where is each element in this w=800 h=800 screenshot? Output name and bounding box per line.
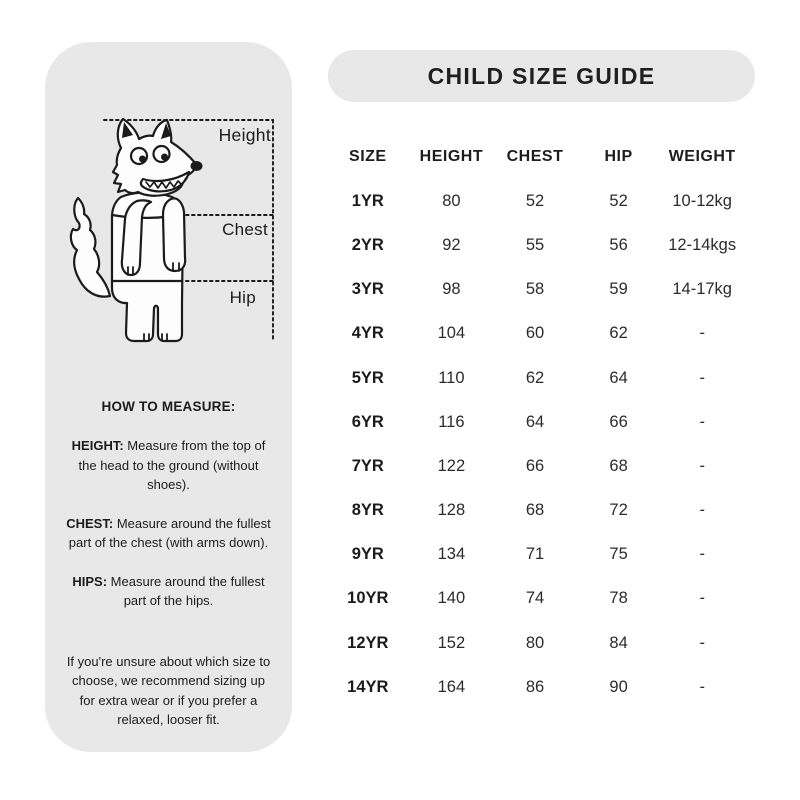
value-cell: 58 — [525, 280, 545, 299]
measure-label-hips: HIPS: — [72, 573, 108, 589]
value-cell: 64 — [609, 368, 628, 387]
value-cell: 98 — [442, 280, 461, 299]
value-cell: 72 — [609, 501, 628, 520]
measure-diagram — [45, 42, 292, 362]
size-cell: 9YR — [351, 545, 384, 564]
col-header-chest: CHEST — [506, 148, 564, 166]
size-cell: 3YR — [351, 280, 384, 299]
height-label: Height — [218, 125, 271, 145]
how-to-measure-section — [63, 399, 274, 749]
value-cell: 80 — [525, 633, 545, 652]
value-cell: 80 — [442, 191, 461, 210]
value-cell: 75 — [609, 545, 628, 564]
size-cell: 1YR — [351, 191, 384, 210]
size-cell: 10YR — [347, 589, 389, 608]
value-cell: 66 — [525, 456, 545, 475]
value-cell: 152 — [437, 633, 466, 652]
value-cell: 104 — [437, 324, 466, 343]
value-cell: - — [699, 412, 705, 431]
measure-item-height — [63, 436, 274, 495]
measure-item-chest — [63, 514, 274, 553]
value-cell: - — [699, 368, 705, 387]
measure-label-chest: CHEST: — [66, 515, 114, 531]
value-cell: - — [699, 633, 705, 652]
size-cell: 5YR — [351, 368, 384, 387]
title-banner — [328, 50, 755, 102]
value-cell: 56 — [609, 235, 628, 254]
value-cell: - — [699, 545, 705, 564]
size-cell: 14YR — [347, 677, 389, 696]
value-cell: 62 — [609, 324, 628, 343]
value-cell: 128 — [437, 501, 466, 520]
value-cell: 122 — [437, 456, 466, 475]
value-cell: 14-17kg — [672, 280, 732, 299]
chest-label: Chest — [222, 220, 268, 239]
value-cell: 90 — [609, 677, 628, 696]
hip-label: Hip — [229, 288, 256, 307]
value-cell: 134 — [437, 545, 466, 564]
wolf-tail — [71, 198, 110, 297]
measure-text-hips: Measure around the fullest part of the hips. — [110, 573, 265, 608]
sizing-note: If you're unsure about which size to choose, we recommend sizing up for extra wear or if you prefer a relaxed, looser fit. — [66, 653, 271, 727]
wolf-right-arm — [163, 198, 185, 271]
measure-panel — [45, 42, 292, 752]
size-cell: 4YR — [351, 324, 384, 343]
col-header-hip: HIP — [604, 148, 633, 166]
value-cell: - — [699, 324, 705, 343]
value-cell: 116 — [438, 412, 465, 431]
value-cell: 84 — [609, 633, 628, 652]
value-cell: 10-12kg — [672, 191, 732, 210]
value-cell: 140 — [437, 589, 466, 608]
value-cell: 59 — [609, 280, 628, 299]
wolf-right-pupil — [161, 154, 168, 161]
value-cell: 74 — [525, 589, 545, 608]
value-cell: 12-14kgs — [668, 235, 737, 254]
value-cell: 64 — [525, 412, 545, 431]
value-cell: - — [699, 589, 705, 608]
value-cell: 164 — [437, 677, 466, 696]
value-cell: 55 — [525, 235, 545, 254]
col-header-height: HEIGHT — [419, 148, 484, 166]
measure-label-height: HEIGHT: — [71, 438, 124, 453]
wolf-left-pupil — [139, 156, 146, 163]
size-cell: 8YR — [351, 501, 384, 520]
measure-item-hips — [63, 572, 274, 611]
wolf-right-eye — [154, 146, 170, 162]
size-cell: 7YR — [351, 456, 384, 475]
size-cell: 12YR — [347, 633, 389, 652]
value-cell: 66 — [609, 412, 628, 431]
value-cell: 68 — [609, 456, 628, 475]
size-cell: 6YR — [351, 412, 384, 431]
col-header-size: SIZE — [349, 148, 387, 166]
value-cell: 68 — [525, 501, 545, 520]
value-cell: 60 — [525, 324, 545, 343]
value-cell: 110 — [438, 368, 465, 387]
size-table — [326, 135, 744, 709]
value-cell: 71 — [525, 545, 545, 564]
col-header-weight: WEIGHT — [668, 148, 736, 166]
value-cell: 78 — [609, 589, 628, 608]
size-cell: 2YR — [351, 235, 384, 254]
measure-text-height: Measure from the top of the head to the ground (without shoes). — [78, 438, 266, 492]
wolf-nose — [191, 161, 203, 171]
value-cell: 92 — [442, 235, 461, 254]
value-cell: - — [699, 456, 705, 475]
page-title: CHILD SIZE GUIDE — [427, 62, 656, 89]
value-cell: 52 — [525, 191, 545, 210]
measure-text-chest: Measure around the fullest part of the chest (with arms down). — [68, 515, 271, 550]
value-cell: - — [699, 501, 705, 520]
measure-heading: HOW TO MEASURE: — [101, 399, 236, 414]
wolf-illustration — [45, 42, 292, 362]
value-cell: - — [699, 677, 705, 696]
value-cell: 52 — [609, 191, 628, 210]
value-cell: 86 — [525, 677, 545, 696]
value-cell: 62 — [525, 368, 545, 387]
